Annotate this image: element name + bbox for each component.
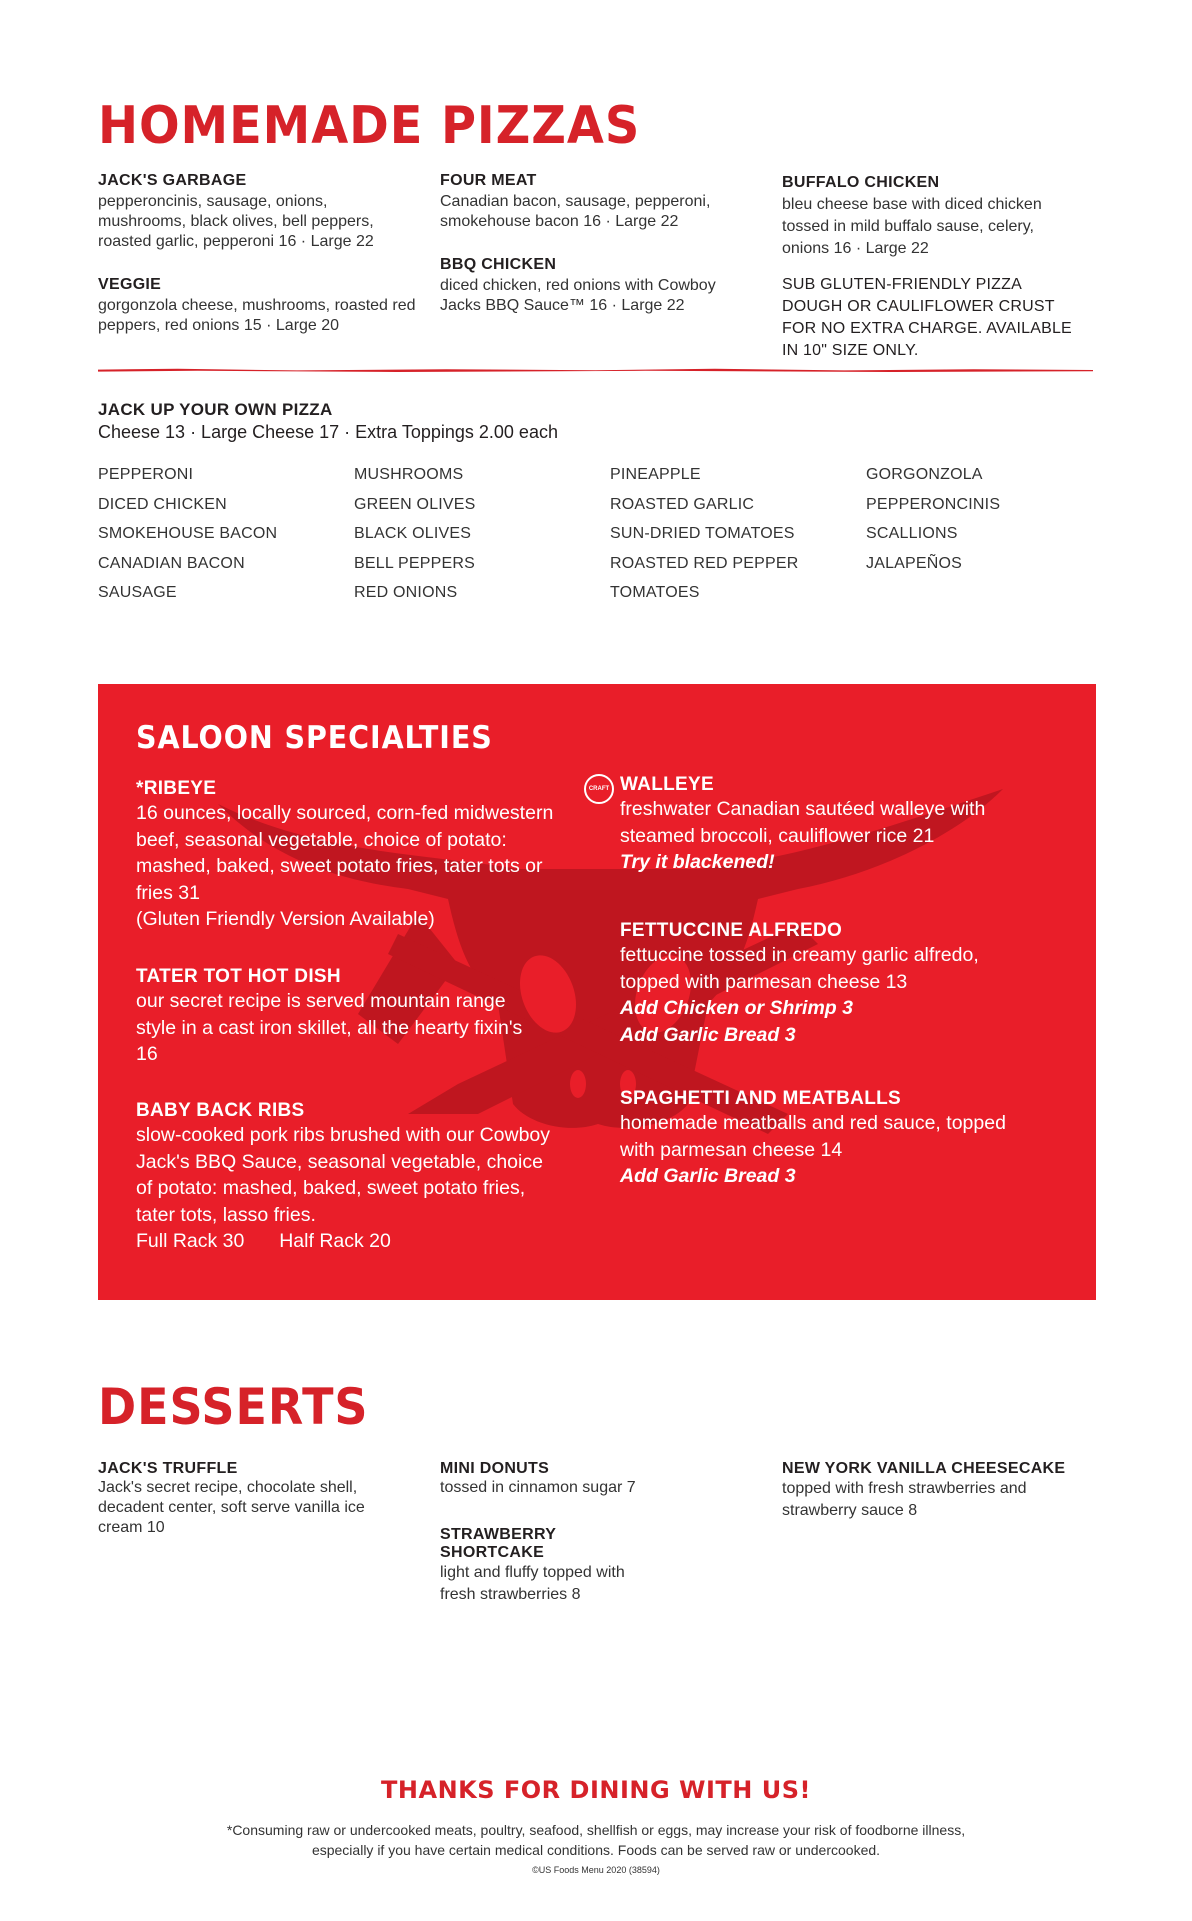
menu-item-bbq-chicken [440,256,750,316]
item-name: SPAGHETTI AND MEATBALLS [620,1088,901,1109]
item-name: STRAWBERRY SHORTCAKE [440,1526,556,1561]
item-name: JACK'S GARBAGE [98,172,247,189]
item-name: VEGGIE [98,276,162,293]
item-addon: Add Garlic Bread 3 [620,1165,796,1187]
item-desc: homemade meatballs and red sauce, topped with parmesan cheese 14 [620,1112,1006,1161]
item-desc: 16 ounces, locally sourced, corn-fed midwestern beef, seasonal vegetable, choice of potato: mashed, baked, sweet potato fries, tater tots or fries 31 [136,802,554,904]
build-your-own-pricing: Cheese 13 · Large Cheese 17 · Extra Toppings 2.00 each [98,422,558,442]
menu-item-tater-tot-hot-dish [136,966,536,1068]
menu-item-spaghetti-meatballs [620,1088,1040,1190]
toppings-column-3 [610,460,850,608]
topping: DICED CHICKEN [98,495,227,513]
topping: GORGONZOLA [866,466,983,483]
topping: ROASTED GARLIC [610,495,755,513]
toppings-column-4 [866,460,1106,578]
item-addon: Add Chicken or Shrimp 3 [620,997,853,1019]
item-name: MINI DONUTS [440,1460,550,1477]
item-name: BUFFALO CHICKEN [782,174,940,191]
disclaimer-line-2: especially if you have certain medical conditions. Foods can be served raw or undercooked. [311,1842,881,1858]
item-desc: gorgonzola cheese, mushrooms, roasted red peppers, red onions 15 · Large 20 [98,297,416,334]
item-desc: diced chicken, red onions with Cowboy Jacks BBQ Sauce™ 16 · Large 22 [440,277,716,314]
item-name: *RIBEYE [136,778,217,799]
item-desc: bleu cheese base with diced chicken tossed in mild buffalo sause, celery, onions 16 · Large 22 [782,196,1042,257]
copyright: ©US Foods Menu 2020 (38594) [532,1865,660,1875]
item-desc: light and fluffy topped with fresh strawberries 8 [440,1564,625,1603]
item-desc: tossed in cinnamon sugar 7 [440,1479,636,1496]
item-desc: fettuccine tossed in creamy garlic alfredo, topped with parmesan cheese 13 [620,944,979,993]
full-rack-price: Full Rack 30 [136,1230,245,1252]
menu-item-ribeye [136,778,566,933]
menu-item-ny-cheesecake [782,1460,1072,1522]
topping: BLACK OLIVES [354,525,472,542]
gluten-friendly-note: (Gluten Friendly Version Available) [136,908,435,930]
topping: SCALLIONS [866,525,958,542]
item-desc: pepperoncinis, sausage, onions, mushrooms, black olives, bell peppers, roasted garlic, pepperoni 16 · Large 22 [98,193,374,250]
pizzas-title: HOMEMADE PIZZAS [98,96,641,156]
item-name: BBQ CHICKEN [440,256,557,273]
item-name: WALLEYE [620,774,714,795]
desserts-title: DESSERTS [98,1378,369,1436]
topping: PEPPERONCINIS [866,495,1001,513]
topping: GREEN OLIVES [354,495,476,513]
menu-item-mini-donuts [440,1460,690,1498]
item-desc: Canadian bacon, sausage, pepperoni, smokehouse bacon 16 · Large 22 [440,193,711,230]
menu-item-baby-back-ribs [136,1100,556,1255]
menu-item-walleye [584,774,994,876]
menu-item-jacks-truffle [98,1460,388,1538]
topping: PINEAPPLE [610,466,701,483]
menu-item-jacks-garbage [98,172,418,252]
topping: RED ONIONS [354,584,458,601]
item-name: BABY BACK RIBS [136,1100,305,1121]
item-name: TATER TOT HOT DISH [136,966,341,987]
topping: PEPPERONI [98,466,194,483]
item-desc: Jack's secret recipe, chocolate shell, decadent center, soft serve vanilla ice cream 10 [98,1479,365,1536]
item-name: FETTUCCINE ALFREDO [620,920,843,941]
item-desc: our secret recipe is served mountain range style in a cast iron skillet, all the hearty fixin's 16 [136,990,523,1065]
topping: CANADIAN BACON [98,554,245,572]
specialties-title: SALOON SPECIALTIES [136,720,493,756]
half-rack-price: Half Rack 20 [279,1230,391,1252]
menu-item-strawberry-shortcake [440,1526,660,1606]
disclaimer-line-1: *Consuming raw or undercooked meats, poultry, seafood, shellfish or eggs, may increase your risk of foodborne illness, [226,1822,966,1838]
menu-item-fettuccine-alfredo [620,920,1020,1048]
thanks-message: THANKS FOR DINING WITH US! [381,1776,811,1804]
topping: SMOKEHOUSE BACON [98,525,278,542]
gluten-note: SUB GLUTEN-FRIENDLY PIZZA DOUGH OR CAULIFLOWER CRUST FOR NO EXTRA CHARGE. AVAILABLE IN 10" SIZE ONLY. [782,276,1072,359]
topping: BELL PEPPERS [354,554,475,572]
item-desc: slow-cooked pork ribs brushed with our Cowboy Jack's BBQ Sauce, seasonal vegetable, choice of potato: mashed, baked, sweet potato fries, tater tots, lasso fries. [136,1124,551,1226]
item-desc: freshwater Canadian sautéed walleye with steamed broccoli, cauliflower rice 21 [620,798,986,847]
item-name: JACK'S TRUFFLE [98,1460,238,1477]
item-addon: Try it blackened! [620,851,775,873]
topping: ROASTED RED PEPPER [610,554,799,572]
build-your-own-title: JACK UP YOUR OWN PIZZA [98,400,333,419]
item-desc: topped with fresh strawberries and strawberry sauce 8 [782,1480,1027,1519]
divider [98,368,1093,372]
item-name: NEW YORK VANILLA CHEESECAKE [782,1460,1066,1477]
topping: TOMATOES [610,584,700,601]
topping: JALAPEÑOS [866,554,963,572]
topping: SAUSAGE [98,584,177,601]
craft-badge-icon: CRAFT [584,774,614,804]
toppings-column-2 [354,460,594,608]
toppings-column-1 [98,460,338,608]
item-addon: Add Garlic Bread 3 [620,1023,796,1046]
topping: MUSHROOMS [354,466,464,483]
menu-item-veggie [98,276,418,336]
menu-item-buffalo-chicken [782,174,1072,260]
topping: SUN-DRIED TOMATOES [610,525,795,542]
item-name: FOUR MEAT [440,172,537,189]
menu-item-four-meat [440,172,750,232]
